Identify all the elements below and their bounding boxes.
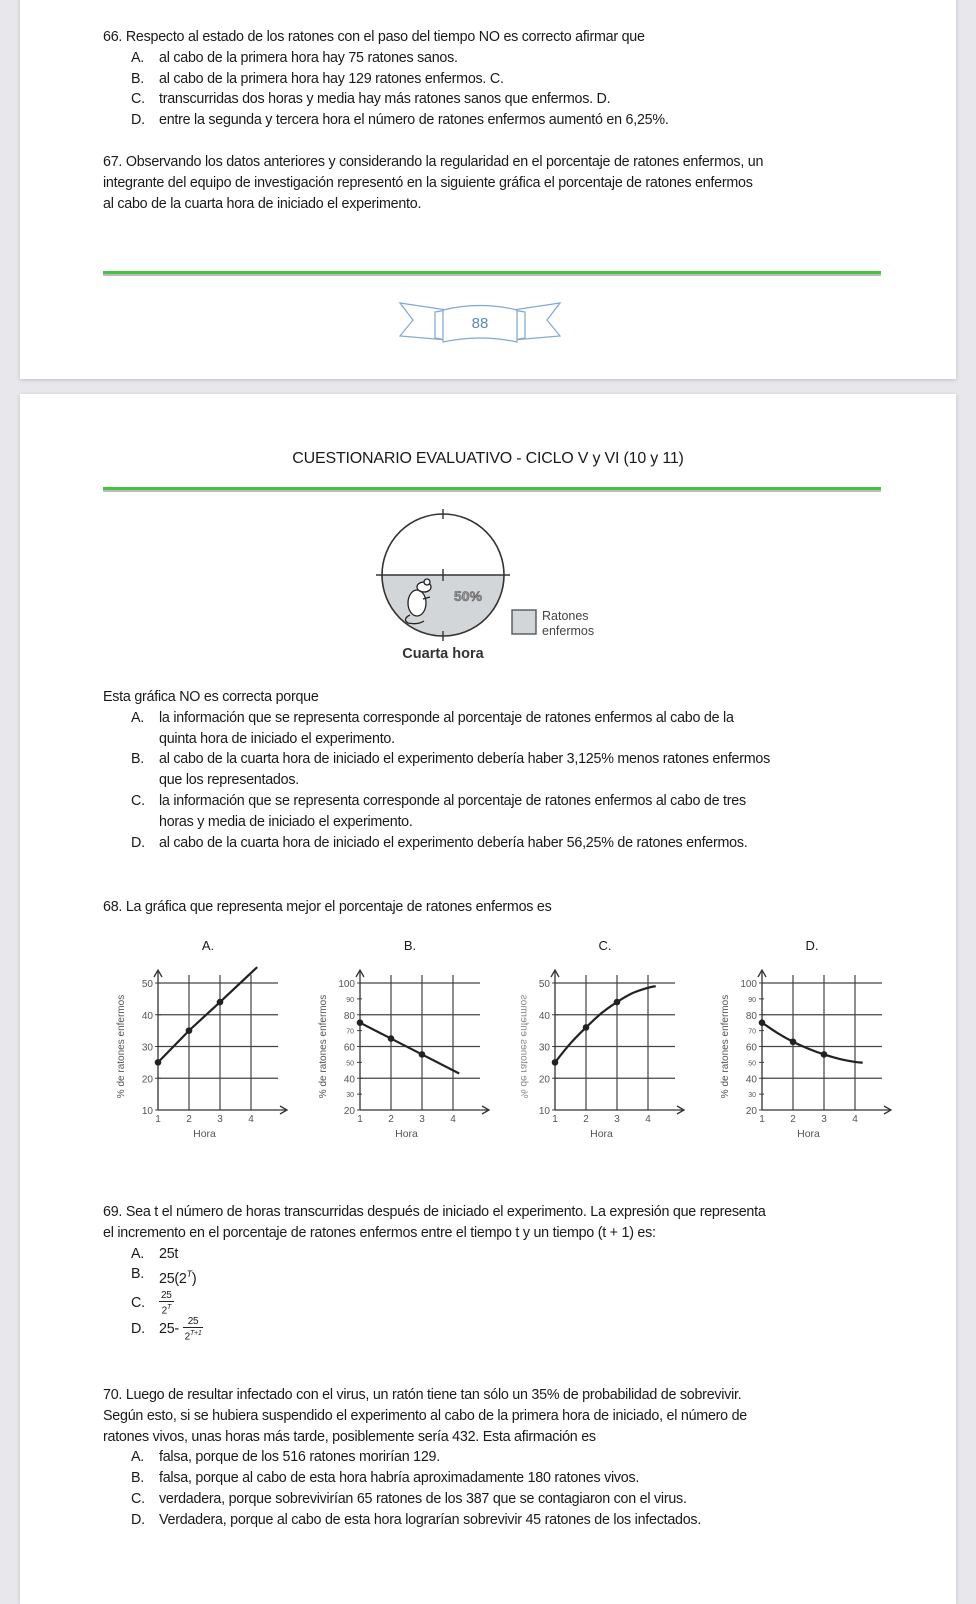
line-chart-svg <box>108 938 308 1153</box>
y-tick-label: 20 <box>745 1106 757 1117</box>
series-line <box>762 1023 863 1063</box>
option-c: C. $\frac{25}{2^T}$ <box>131 1289 172 1317</box>
x-tick-label: 2 <box>583 1114 589 1125</box>
x-tick-label: 4 <box>248 1114 254 1125</box>
fraction: $\frac{25}{2^T}$ <box>161 1289 172 1317</box>
question-66-stem: 66. Respecto al estado de los ratones con el paso del tiempo NO es correcto afirmar que <box>103 29 645 45</box>
option-d: D. entre la segunda y tercera hora el número de ratones enfermos aumentó en 6,25%. <box>131 112 669 129</box>
y-axis-label: % de ratones enfermos <box>116 994 127 1099</box>
pie-caption: Cuarta hora <box>402 646 484 662</box>
data-point <box>583 1024 590 1031</box>
option-d: D. Verdadera, porque al cabo de esta hora lograrían sobrevivir 45 ratones de los infectados. <box>131 1511 702 1528</box>
option-c: C. la información que se representa corresponde al porcentaje de ratones enfermos al cabo de tres horas y media de iniciado el experimento. <box>131 792 746 830</box>
option-c: C. verdadera, porque sobrevivirían 65 ratones de los 387 que se contagiaron con el virus. <box>131 1490 687 1507</box>
question-68 <box>103 897 883 918</box>
y-minor-tick-label: 70 <box>346 1028 354 1036</box>
x-tick-label: 4 <box>852 1114 858 1125</box>
page-header-title: CUESTIONARIO EVALUATIVO - CICLO V y VI (10 y 11) <box>292 450 684 467</box>
y-tick-label: 40 <box>343 1074 355 1086</box>
x-tick-label: 3 <box>821 1114 827 1125</box>
x-axis-label: Hora <box>590 1128 613 1140</box>
header-rule <box>103 487 881 490</box>
series-line <box>555 986 656 1062</box>
footer-rule <box>103 271 881 274</box>
option-b: B. $25(2^T)$ <box>131 1266 197 1288</box>
question-70-stem-line: ratones vivos, unas horas más tarde, posiblemente sería 432. Esta afirmación es <box>103 1428 596 1445</box>
question-70-stem-line: 70. Luego de resultar infectado con el virus, un ratón tiene tan sólo un 35% de probabilidad de sobrevivir. <box>103 1387 742 1403</box>
question-70 <box>103 1385 883 1531</box>
question-67-stem-line: al cabo de la cuarta hora de iniciado el experimento. <box>103 195 422 212</box>
y-tick-label: 20 <box>538 1074 550 1086</box>
series-line <box>360 1023 459 1074</box>
y-tick-label: 20 <box>343 1106 355 1117</box>
line-chart-svg <box>310 938 510 1153</box>
option-a: A. falsa, porque de los 516 ratones morirían 129. <box>131 1449 440 1466</box>
legend-label: enfermos <box>542 624 595 638</box>
y-minor-tick-label: 70 <box>748 1028 756 1036</box>
x-tick-label: 1 <box>552 1114 558 1125</box>
y-axis-label: % de ratones enfermos <box>518 994 529 1099</box>
y-tick-label: 30 <box>538 1042 550 1054</box>
y-tick-label: 20 <box>141 1074 153 1086</box>
question-69 <box>103 1202 883 1342</box>
x-tick-label: 1 <box>357 1114 363 1125</box>
question-69-options <box>103 1244 883 1342</box>
question-68-stem: 68. La gráfica que representa mejor el porcentaje de ratones enfermos es <box>103 899 552 915</box>
data-point <box>552 1059 559 1066</box>
x-tick-label: 3 <box>217 1114 223 1125</box>
y-minor-tick-label: 90 <box>748 996 756 1004</box>
data-point <box>357 1019 364 1026</box>
line-chart-svg <box>505 938 705 1153</box>
data-point <box>614 999 621 1006</box>
option-a: A. 25t <box>131 1245 179 1262</box>
chart-title: C. <box>598 938 612 953</box>
chart-option-d[interactable] <box>712 938 912 1153</box>
question-67 <box>103 152 883 214</box>
chart-option-b[interactable] <box>310 938 510 1153</box>
data-point <box>821 1051 828 1058</box>
y-tick-label: 30 <box>141 1042 153 1054</box>
y-tick-label: 60 <box>343 1042 355 1054</box>
question-66-options <box>103 48 883 131</box>
chart-option-a[interactable] <box>108 938 308 1153</box>
option-b: B. falsa, porque al cabo de esta hora habría aproximadamente 180 ratones vivos. <box>131 1470 640 1487</box>
question-67-stem-line: integrante del equipo de investigación representó en la siguiente gráfica el porcentaje de ratones enfermos <box>103 174 753 191</box>
question-67-options <box>103 708 883 854</box>
option-b: B. al cabo de la primera hora hay 129 ratones enfermos. C. <box>131 70 504 87</box>
y-minor-tick-label: 30 <box>346 1092 354 1100</box>
pie-chart-cuarta-hora <box>372 505 642 675</box>
option-d: D. 25- $\frac{25}{2^{T+1}}$ <box>131 1315 202 1343</box>
x-tick-label: 3 <box>614 1114 620 1125</box>
data-point <box>419 1051 426 1058</box>
y-minor-tick-label: 30 <box>748 1092 756 1100</box>
page-number: 88 <box>471 315 489 332</box>
pie-slice-enfermos <box>382 575 504 636</box>
option-d: D. al cabo de la cuarta hora de iniciado el experimento debería haber 56,25% de ratones enfermos. <box>131 834 748 851</box>
question-69-stem-line: 69. Sea t el número de horas transcurridas después de iniciado el experimento. La expresión que representa <box>103 1204 766 1220</box>
y-axis-label: % de ratones enfermos <box>318 994 329 1099</box>
chart-title: D. <box>805 938 819 953</box>
y-tick-label: 50 <box>538 979 550 990</box>
y-minor-tick-label: 90 <box>346 996 354 1004</box>
legend-swatch <box>512 610 536 634</box>
chart-title: B. <box>403 938 417 953</box>
y-tick-label: 100 <box>740 979 757 990</box>
y-tick-label: 60 <box>745 1042 757 1054</box>
question-70-stem-line: Según esto, si se hubiera suspendido el experimento al cabo de la primera hora de iniciado, el número de <box>103 1407 747 1424</box>
x-tick-label: 2 <box>388 1114 394 1125</box>
x-tick-label: 4 <box>645 1114 651 1125</box>
pie-chart-svg <box>372 505 642 675</box>
x-tick-label: 1 <box>155 1114 161 1125</box>
y-axis-label: % de ratones enfermos <box>720 994 731 1099</box>
data-point <box>155 1059 162 1066</box>
data-point <box>186 1027 193 1034</box>
y-tick-label: 100 <box>338 979 355 990</box>
fraction: $\frac{25}{2^{T+1}}$ <box>184 1315 202 1343</box>
y-tick-label: 80 <box>745 1010 757 1022</box>
chart-title: A. <box>201 938 215 953</box>
data-point <box>217 999 224 1006</box>
x-tick-label: 2 <box>790 1114 796 1125</box>
y-tick-label: 40 <box>141 1010 153 1022</box>
data-point <box>388 1035 395 1042</box>
y-tick-label: 80 <box>343 1010 355 1022</box>
x-tick-label: 2 <box>186 1114 192 1125</box>
y-tick-label: 40 <box>538 1010 550 1022</box>
question-66 <box>103 27 883 131</box>
x-tick-label: 1 <box>759 1114 765 1125</box>
question-69-stem-line: el incremento en el porcentaje de ratones enfermos entre el tiempo t y un tiempo (t + 1) es: <box>103 1224 656 1241</box>
data-point <box>759 1019 766 1026</box>
data-point <box>790 1038 797 1045</box>
question-67-continued <box>103 687 883 853</box>
y-tick-label: 40 <box>745 1074 757 1086</box>
chart-option-c[interactable] <box>505 938 705 1153</box>
question-67-prompt: Esta gráfica NO es correcta porque <box>103 689 319 705</box>
y-tick-label: 10 <box>538 1106 550 1117</box>
y-tick-label: 50 <box>141 979 153 990</box>
option-a: A. al cabo de la primera hora hay 75 ratones sanos. <box>131 49 458 66</box>
legend-label: Ratones <box>542 609 589 623</box>
x-tick-label: 3 <box>419 1114 425 1125</box>
y-tick-label: 10 <box>141 1106 153 1117</box>
option-b: B. al cabo de la cuarta hora de iniciado el experimento debería haber 3,125% menos ratones enfermos que los representados. <box>131 751 771 789</box>
x-axis-label: Hora <box>395 1128 418 1140</box>
option-a: A. la información que se representa corresponde al porcentaje de ratones enfermos al cabo de la quinta hora de iniciado el experimento. <box>131 709 734 747</box>
option-c: C. transcurridas dos horas y media hay más ratones sanos que enfermos. D. <box>131 91 611 108</box>
page-number-banner <box>395 298 565 348</box>
x-axis-label: Hora <box>193 1128 216 1140</box>
question-67-stem-line: 67. Observando los datos anteriores y considerando la regularidad en el porcentaje de ratones enfermos, un <box>103 154 764 170</box>
x-axis-label: Hora <box>797 1128 820 1140</box>
x-tick-label: 4 <box>450 1114 456 1125</box>
y-minor-tick-label: 50 <box>748 1060 756 1068</box>
y-minor-tick-label: 50 <box>346 1060 354 1068</box>
line-chart-svg <box>712 938 912 1153</box>
question-70-options <box>103 1447 883 1530</box>
pie-percent-label: 50% <box>453 588 483 604</box>
